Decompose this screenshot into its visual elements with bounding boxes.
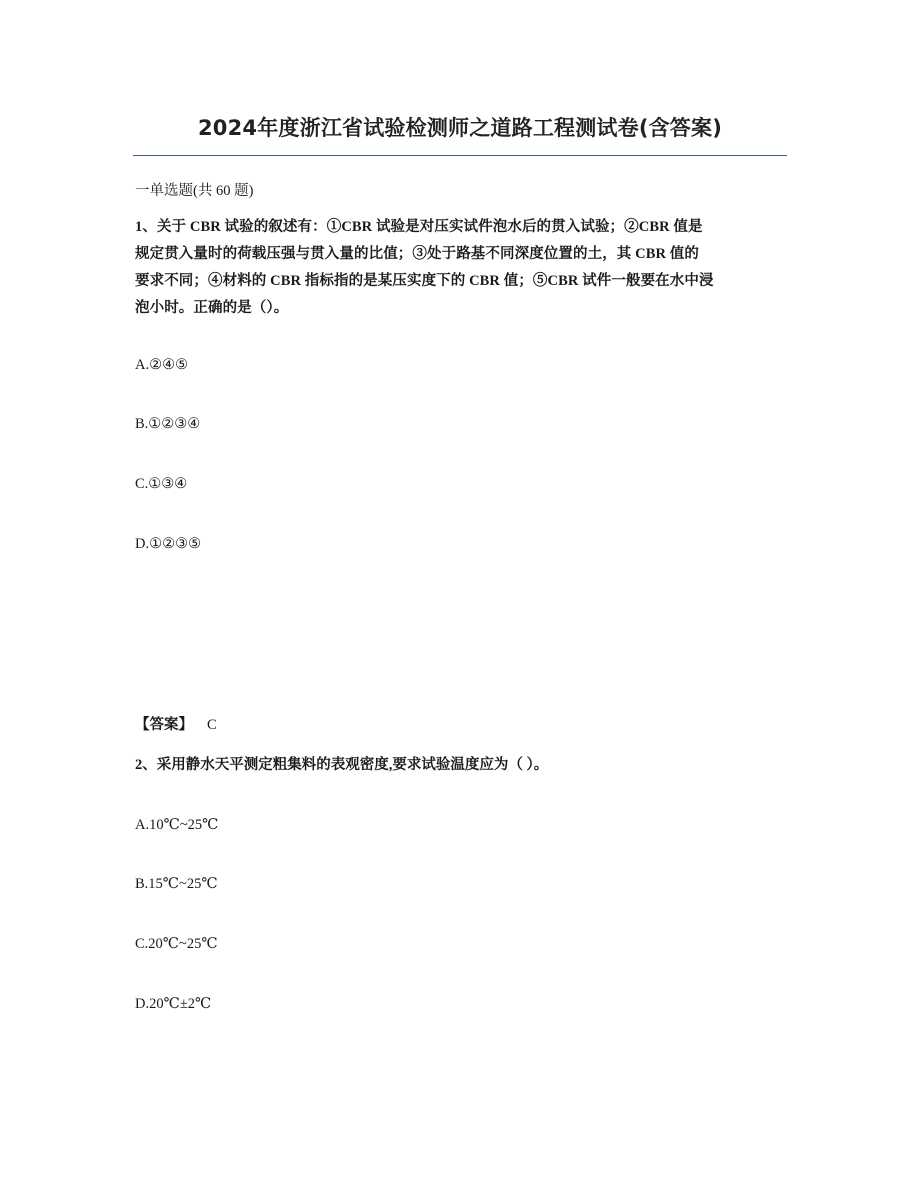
question-1-line: 规定贯入量时的荷载压强与贯入量的比值；③处于路基不同深度位置的土，其 CBR 值的 bbox=[135, 246, 699, 262]
answer-label: 【答案】 bbox=[135, 717, 193, 733]
question-2-text: 2、采用静水天平测定粗集料的表观密度,要求试验温度应为（ ）。 bbox=[135, 757, 549, 773]
question-2-option-c: C.20℃~25℃ bbox=[135, 936, 218, 952]
question-1-line: 1、关于 CBR 试验的叙述有：①CBR 试验是对压实试件泡水后的贯入试验；②CBR 值是 bbox=[135, 219, 703, 235]
title-underline bbox=[133, 155, 787, 156]
question-1-line: 泡小时。正确的是（）。 bbox=[135, 300, 289, 316]
question-1-answer bbox=[135, 712, 217, 739]
question-1-option-b: B.①②③④ bbox=[135, 416, 201, 432]
question-1-option-d: D.①②③⑤ bbox=[135, 536, 202, 552]
document-title: 2024年度浙江省试验检测师之道路工程测试卷(含答案) bbox=[197, 116, 723, 140]
question-1-option-a: A.②④⑤ bbox=[135, 357, 189, 373]
section-heading: 一单选题(共 60 题) bbox=[135, 183, 254, 199]
question-2-option-d: D.20℃±2℃ bbox=[135, 996, 212, 1012]
question-1-option-c: C.①③④ bbox=[135, 476, 188, 492]
question-1-text bbox=[135, 214, 790, 322]
question-2-option-a: A.10℃~25℃ bbox=[135, 817, 219, 833]
answer-value: C bbox=[207, 717, 217, 733]
question-1-line: 要求不同；④材料的 CBR 指标指的是某压实度下的 CBR 值；⑤CBR 试件一般要在水中浸 bbox=[135, 273, 714, 289]
question-2-option-b: B.15℃~25℃ bbox=[135, 876, 218, 892]
